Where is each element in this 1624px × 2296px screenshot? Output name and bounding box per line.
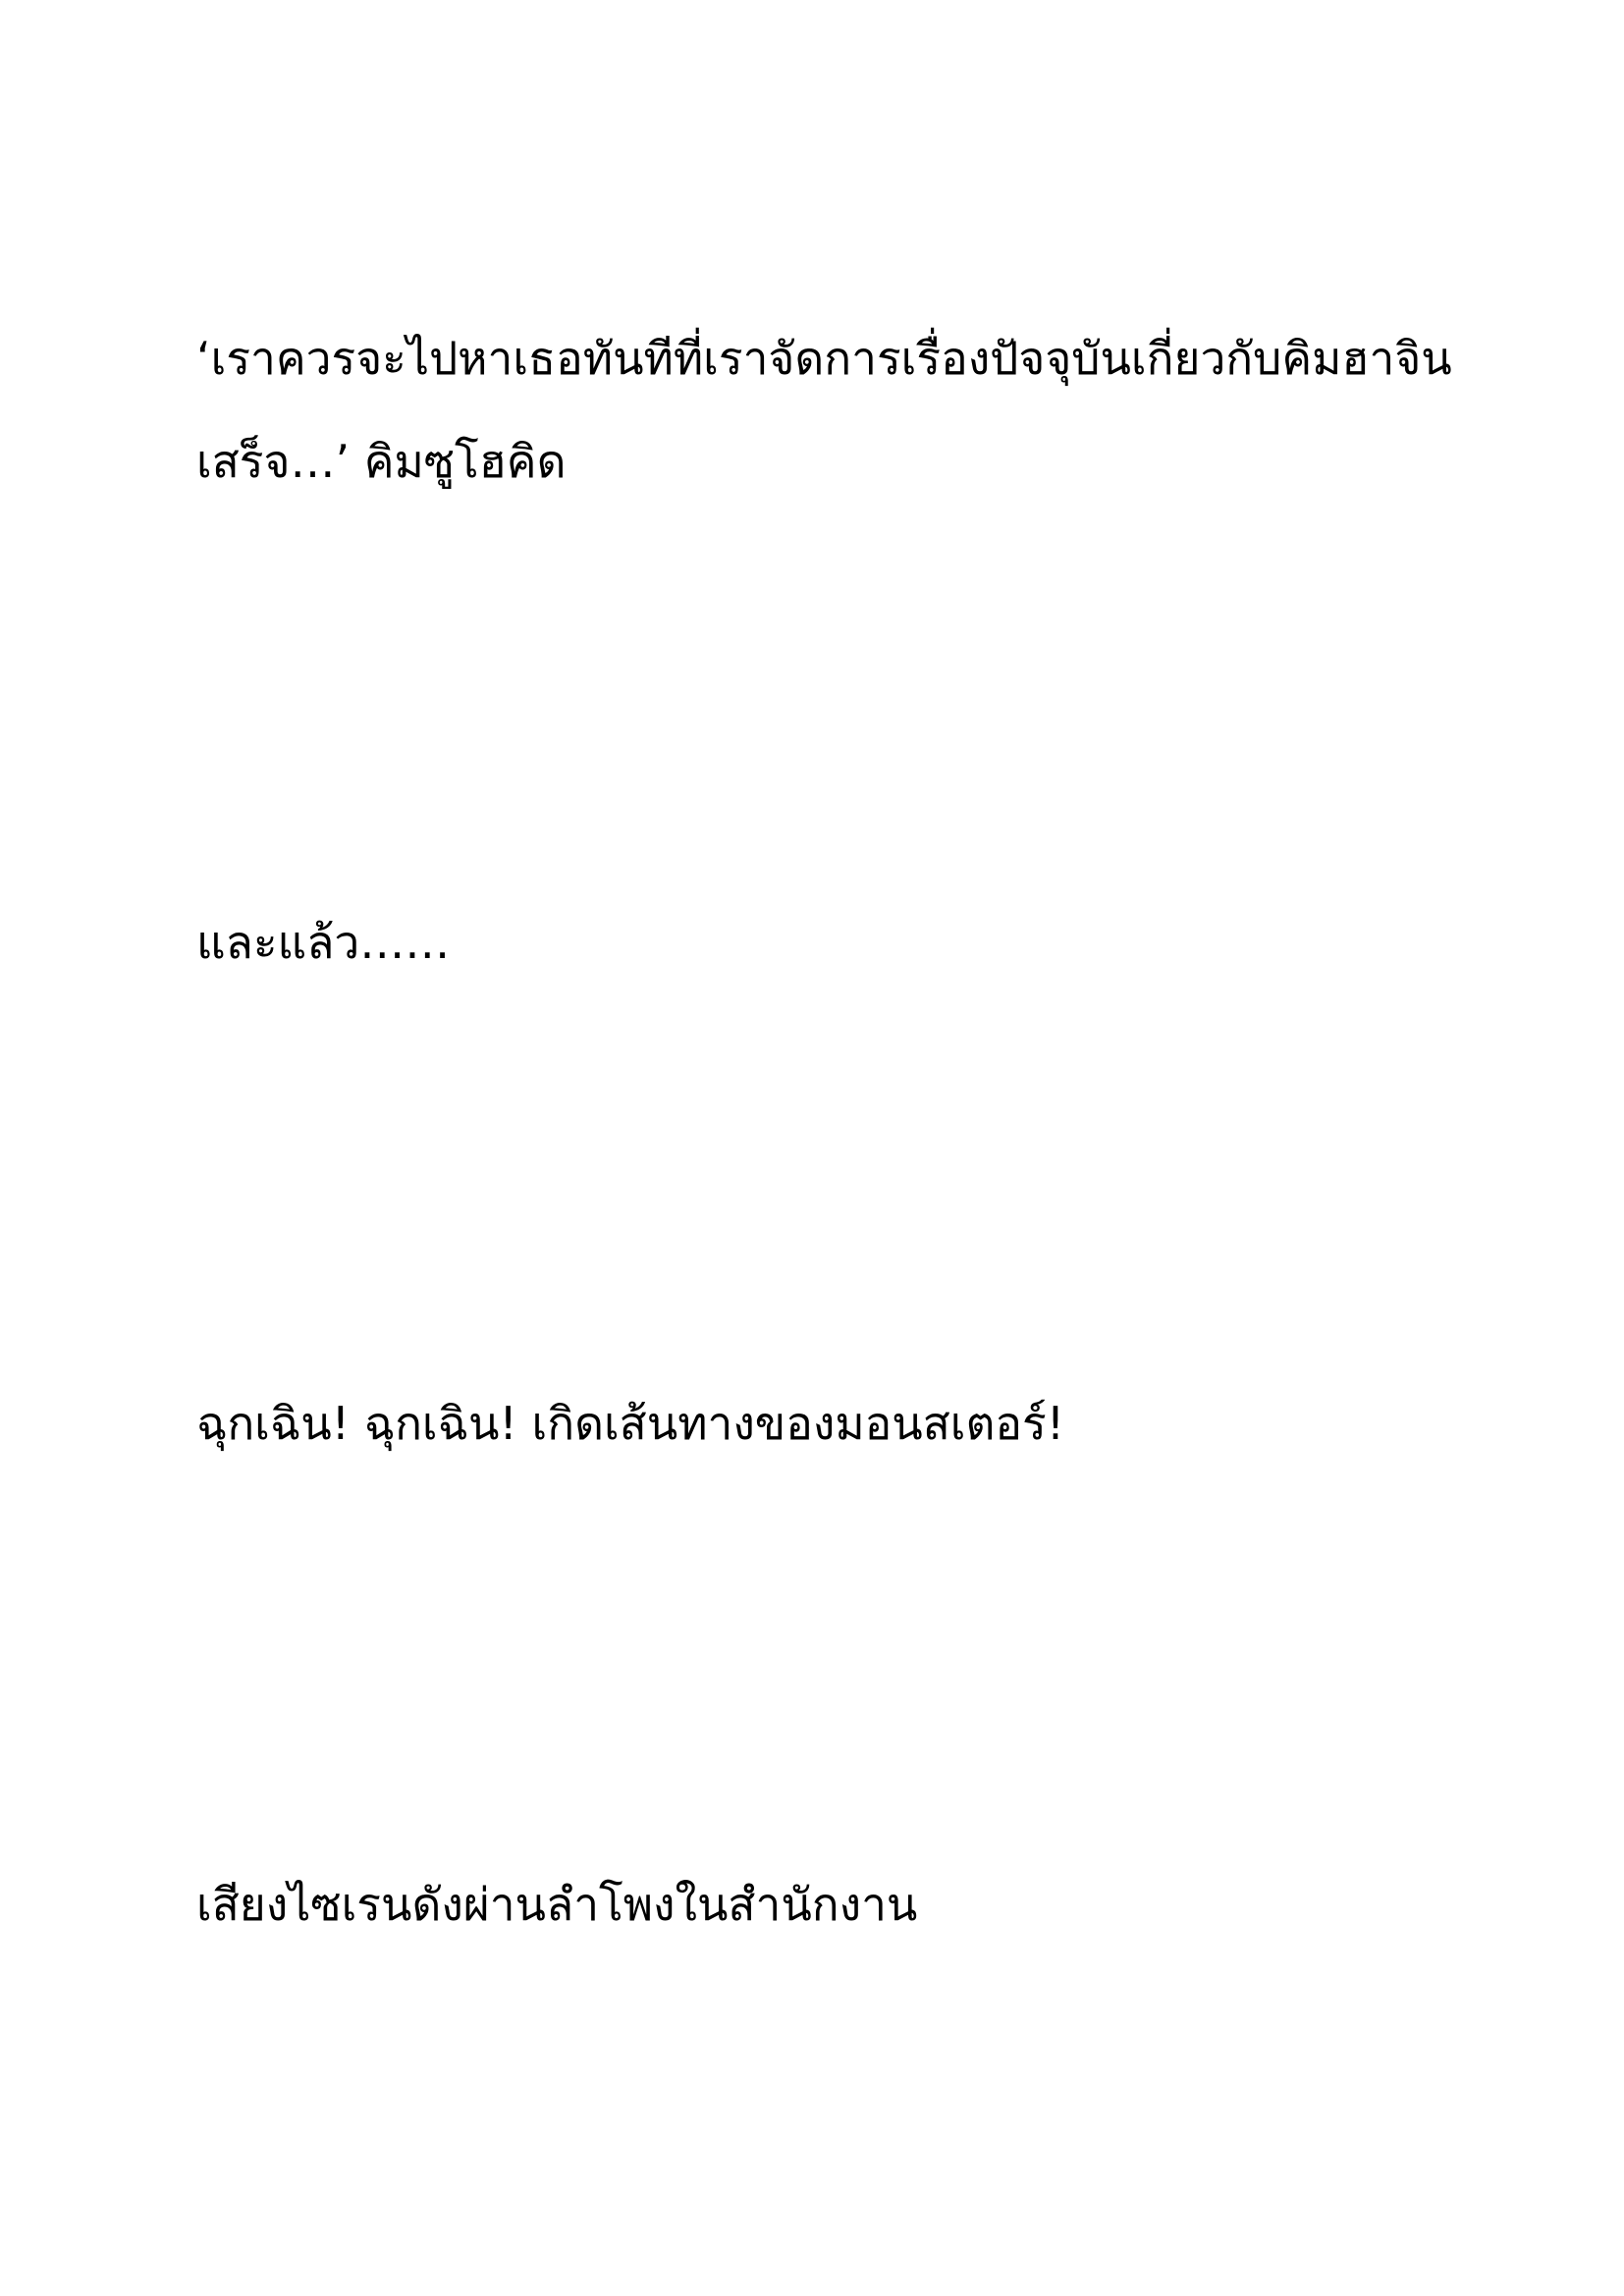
paragraph-line: ฉุกเฉิน! ฉุกเฉิน! เกิดเส้นทางของมอนสเตอร์! [196, 1397, 1065, 1450]
paragraph-line: ‘เราควรจะไปหาเธอทันทีที่เราจัดการเรื่องปัจจุบันเกี่ยวกับคิมฮาจิน [196, 332, 1452, 385]
paragraph-line: เสร็จ…’ คิมซูโฮคิด [196, 435, 567, 488]
paragraph-line: และแล้ว…… [196, 916, 451, 969]
paragraph-line: เสียงไซเรนดังผ่านลำโพงในสำนักงาน [196, 1878, 918, 1931]
